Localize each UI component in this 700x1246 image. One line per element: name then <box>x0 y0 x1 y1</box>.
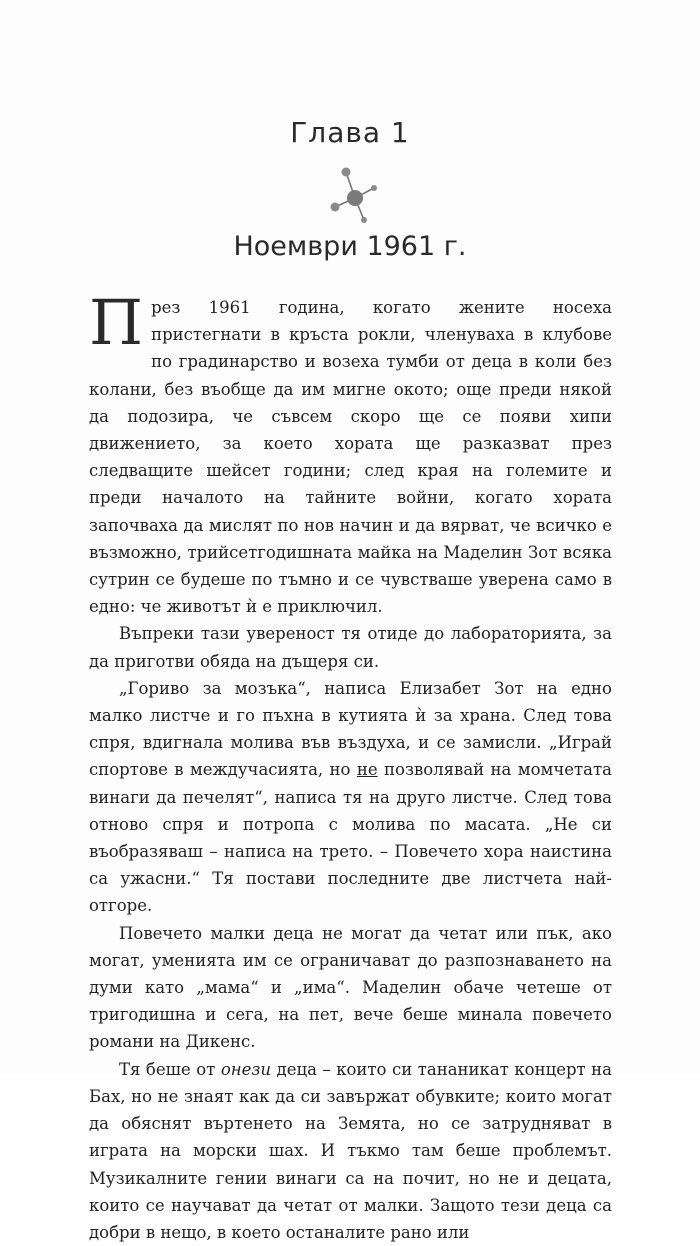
drop-cap: П <box>89 286 144 359</box>
underlined-word: не <box>356 760 378 780</box>
paragraph-4: Повечето малки деца не могат да четат или пък, ако могат, уменията им се ограничават до разпознаването на думи като „мама“ и „има“. Маделин обаче четеше от тригодишна и сега, на пет, вече беше минала повечето романи на Дикенс. <box>89 923 612 1052</box>
paragraph-5 <box>89 1056 612 1246</box>
paragraph-5-text-b: деца – които си тананикат концерт на Бах, но не знаят как да си завържат обувките; които могат да обяснят въртенето на Земята, но се затрудняват в играта на морски шах. И тъкмо там беше проблемът. Музикалните гении винаги са на почит, но не и децата, които се научават да четат от малки. Защото тези деца са добри в нещо, в което останалите рано или <box>89 1059 612 1242</box>
molecule-icon <box>325 166 381 226</box>
paragraph-5-text-a: Тя беше от <box>119 1059 221 1079</box>
chapter-title: Ноември 1961 г. <box>233 231 467 262</box>
paragraph-3-text-b: позволявай на момчетата винаги да печелят“, написа тя на друго листче. След това отново спря и потропа с молива по масата. „Не си въобразяваш – написа на трето. – Повечето хора наистина са ужасни.“ Тя постави последните две листчета най-отгоре. <box>89 760 612 916</box>
paragraph-1-text: рез 1961 година, когато жените носеха пристегнати в кръста рокли, членуваха в клубове по градинарство и возеха тумби от деца в коли без колани, без въобще да им мигне окото; още преди някой да подозира, че съвсем скоро ще се появи хипи движението, за което хората ще разказват през следващите шейсет години; след края на големите и преди началото на тайните войни, когато хората започваха да мислят по нов начин и да вярват, че всичко е възможно, трийсетгодишната майка на Маделин Зот всяка сутрин се будеше по тъмно и се чувстваше уверена само в едно: че животът ѝ е приключил. <box>89 298 612 617</box>
paragraph-2: Въпреки тази увереност тя отиде до лабораторията, за да приготви обяда на дъщеря си. <box>89 624 612 671</box>
paragraph-3 <box>89 675 612 920</box>
chapter-label: Глава 1 <box>290 116 410 149</box>
paragraph-1 <box>89 286 612 620</box>
paragraph-3-text-a: „Гориво за мозъка“, написа Елизабет Зот на едно малко листче и го пъхна в кутията ѝ за храна. След това спря, вдигнала молива във въздуха, и се замисли. „Играй спортове в междучасията, но <box>89 678 612 780</box>
chapter-body <box>89 286 612 1246</box>
italic-word: онези <box>220 1059 272 1079</box>
